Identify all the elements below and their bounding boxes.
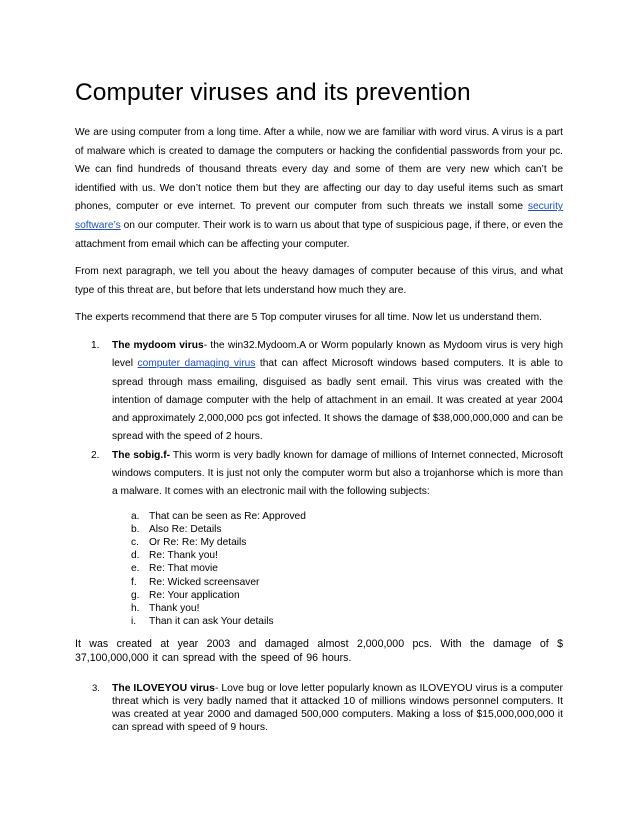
subject-text: Or Re: Re: My details — [149, 537, 247, 549]
list-item — [75, 562, 563, 575]
subject-text: Thank you! — [149, 603, 200, 615]
intro-text-part2: on our computer. Their work is to warn us about that type of suspicious page, if there, or even the attachment from email which can be affecting your computer. — [75, 219, 563, 250]
list-number: 2. — [91, 449, 100, 461]
list-letter: g. — [131, 589, 140, 601]
list-item — [75, 510, 563, 523]
document-page — [75, 78, 563, 734]
list-item — [75, 523, 563, 536]
list-item — [75, 576, 563, 589]
intro-text-part1: We are using computer from a long time. After a while, now we are familiar with word virus. A virus is a part of malware which is created to damage the computers or hacking the confidential passwords from your pc. We can find hundreds of thousand threats every day and some of them are very new which can’t be identified with us. We don’t notice them but they are affecting our day to day useful items such as smart phones, computer or eve internet. To prevent our computer from such threats we install some — [75, 127, 563, 213]
virus-name-sobig: The sobig.f- — [112, 449, 170, 461]
list-item-mydoom — [75, 337, 563, 447]
list-number: 3. — [92, 683, 100, 695]
subject-text: Re: That movie — [149, 563, 218, 575]
virus-name-mydoom: The mydoom virus — [112, 339, 204, 351]
computer-damaging-virus-link[interactable]: computer damaging virus — [137, 358, 256, 370]
subject-text: Also Re: Details — [149, 523, 222, 535]
list-letter: a. — [131, 510, 140, 522]
list-item — [75, 615, 563, 628]
list-letter: b. — [131, 523, 140, 535]
mydoom-text-part2: that can affect Microsoft windows based computers. It is able to spread through mass emailing, disguised as badly sent email. This virus was created with the intention of damage computer with the help of attachment in an email. It was created at year 2004 and approximately 2,000,000 pcs got infected. It shows the damage of $38,000,000,000 and can be spread with the speed of 2 hours. — [112, 358, 563, 443]
subject-text: That can be seen as Re: Approved — [149, 510, 306, 522]
list-item — [75, 602, 563, 615]
security-software-link[interactable]: security software’s — [75, 201, 563, 231]
sobig-summary-paragraph: It was created at year 2003 and damaged almost 2,000,000 pcs. With the damage of $ 37,100,000,000 it can spread with the speed of 96 hours. — [75, 638, 563, 664]
damage-intro-paragraph: From next paragraph, we tell you about the heavy damages of computer because of this virus, and what type of this threat are, but before that lets understand how much they are. — [75, 266, 563, 296]
list-item — [75, 589, 563, 602]
subject-text: Re: Wicked screensaver — [149, 576, 260, 588]
mydoom-text-part1: - the win32.Mydoom.A or Worm popularly known as Mydoom virus is very high level — [112, 339, 563, 370]
list-letter: e. — [131, 563, 140, 575]
list-letter: f. — [131, 576, 137, 588]
list-letter: i. — [131, 616, 137, 628]
list-letter: h. — [131, 603, 140, 615]
page-title: Computer viruses and its prevention — [75, 79, 471, 106]
subject-text: Re: Your application — [149, 589, 240, 601]
list-item-iloveyou — [75, 683, 563, 734]
list-letter: d. — [131, 550, 140, 562]
experts-paragraph: The experts recommend that there are 5 Top computer viruses for all time. Now let us understand them. — [75, 312, 542, 324]
list-letter: c. — [131, 537, 139, 549]
list-item — [75, 549, 563, 562]
virus-name-iloveyou: The ILOVEYOU virus — [112, 683, 215, 695]
sobig-text: This worm is very badly known for damage of millions of Internet connected, Microsoft windows computers. It is just not only the computer worm but also a trojanhorse which is more than a malware. It comes with an electronic mail with the following subjects: — [112, 449, 563, 498]
list-number: 1. — [91, 339, 100, 351]
subject-text: Re: Thank you! — [149, 550, 218, 562]
list-item — [75, 536, 563, 549]
virus-list — [75, 337, 563, 502]
list-item-sobig — [75, 447, 563, 502]
iloveyou-text: - Love bug or love letter popularly known as ILOVEYOU virus is a computer threat which is very badly named that it attacked 10 of millions windows personnel computers. It was created at year 2000 and damaged 500,000 computers. Making a loss of $15,000,000,000 it can spread with speed of 9 hours. — [112, 683, 564, 733]
intro-paragraph — [75, 124, 563, 254]
email-subjects-list — [75, 510, 563, 629]
subject-text: Than it can ask Your details — [149, 616, 274, 628]
